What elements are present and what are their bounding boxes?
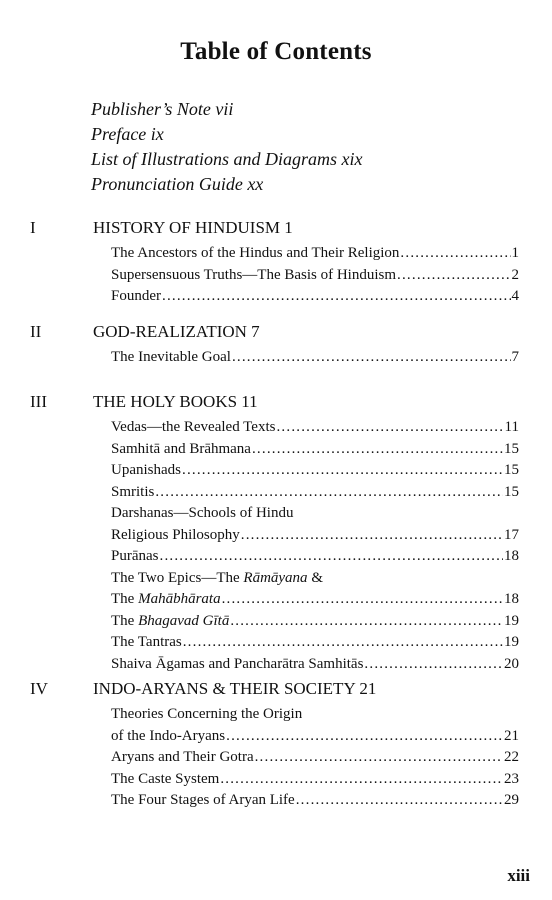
dot-leader: [230, 611, 503, 633]
dot-leader: [162, 286, 511, 308]
toc-entry: [111, 265, 519, 287]
dot-leader: [276, 417, 503, 439]
entry-page: 18: [504, 591, 519, 607]
entry-page: 21: [504, 727, 519, 744]
toc-entry: [111, 726, 519, 748]
entry-title: Supersensuous Truths—The Basis of Hinduism: [111, 266, 397, 283]
front-matter-item: Pronunciation Guide xx: [91, 174, 264, 194]
chapter-heading: HISTORY OF HINDUISM 1: [93, 218, 293, 237]
entry-title: The Tantras: [111, 634, 182, 650]
entry-page: 15: [504, 483, 519, 500]
toc-entry: [111, 243, 519, 265]
toc-entry: [111, 347, 519, 369]
entry-page: 7: [511, 349, 519, 365]
chapter-numeral: II: [30, 322, 42, 341]
entry-page: 15: [504, 462, 519, 478]
front-matter-item: List of Illustrations and Diagrams xix: [91, 149, 363, 169]
dot-leader: [255, 747, 503, 769]
chapter-heading: THE HOLY BOOKS 11: [93, 392, 258, 411]
toc-entry: [111, 286, 519, 308]
dot-leader: [296, 790, 503, 812]
chapter-heading: GOD-REALIZATION 7: [93, 322, 260, 341]
entry-title: Aryans and Their Gotra: [111, 749, 254, 765]
toc-entry: [111, 568, 519, 590]
dot-leader: [222, 589, 503, 611]
page-title: Table of Contents: [180, 38, 372, 65]
entry-title: Vedas—the Revealed Texts: [111, 419, 276, 435]
front-matter-item: Preface ix: [91, 124, 164, 144]
toc-entry: [111, 503, 519, 525]
dot-leader: [160, 546, 504, 568]
chapter-entries: [111, 347, 519, 369]
dot-leader: [226, 726, 503, 748]
entry-title: The Mahābhārata: [111, 591, 221, 607]
entry-page: 19: [504, 612, 519, 629]
chapter-heading: INDO-ARYANS & THEIR SOCIETY 21: [93, 679, 377, 698]
entry-page: 4: [511, 288, 519, 304]
dot-leader: [155, 482, 503, 504]
chapter-entries: [111, 704, 519, 812]
entry-title: Theories Concerning the Origin: [111, 706, 303, 722]
entry-title: The Caste System: [111, 770, 220, 787]
chapter-entries: [111, 243, 519, 308]
entry-title: Smritis: [111, 483, 155, 500]
toc-entry: [111, 439, 519, 461]
entry-title: Founder: [111, 288, 161, 304]
toc-entry: [111, 632, 519, 654]
chapter-numeral: III: [30, 392, 47, 411]
entry-page: 18: [504, 548, 519, 564]
entry-title: Samhitā and Brāhmana: [111, 440, 251, 457]
dot-leader: [232, 347, 511, 369]
entry-title-italic: Mahābhārata: [138, 591, 221, 607]
front-matter-item: Publisher’s Note vii: [91, 99, 234, 119]
toc-entry: [111, 589, 519, 611]
entry-title: The Four Stages of Aryan Life: [111, 792, 295, 808]
dot-leader: [252, 439, 503, 461]
entry-page: 29: [504, 792, 519, 808]
dot-leader: [397, 265, 510, 287]
entry-title: The Two Epics—The Rāmāyana &: [111, 569, 323, 586]
entry-page: 2: [511, 266, 519, 283]
entry-page: 19: [504, 634, 519, 650]
entry-title: Shaiva Āgamas and Pancharātra Samhitās: [111, 655, 364, 672]
dot-leader: [182, 460, 503, 482]
toc-entry: [111, 769, 519, 791]
entry-title-italic: Bhagavad Gītā: [138, 612, 230, 629]
front-matter-list: [91, 97, 363, 197]
toc-entry: [111, 417, 519, 439]
toc-entry: [111, 482, 519, 504]
entry-title: Purānas: [111, 548, 159, 564]
page-number: xiii: [507, 866, 530, 885]
entry-title: Darshanas—Schools of Hindu: [111, 505, 294, 521]
dot-leader: [241, 525, 503, 547]
entry-title: Upanishads: [111, 462, 181, 478]
toc-entry: [111, 790, 519, 812]
toc-entry: [111, 525, 519, 547]
entry-page: 11: [504, 419, 519, 435]
entry-page: 20: [504, 655, 519, 672]
dot-leader: [183, 632, 503, 654]
toc-entry: [111, 704, 519, 726]
toc-entry: [111, 747, 519, 769]
toc-entry: [111, 460, 519, 482]
entry-page: 15: [504, 440, 519, 457]
entry-page: 23: [504, 770, 519, 787]
toc-entry: [111, 546, 519, 568]
entry-title: of the Indo-Aryans: [111, 727, 226, 744]
entry-page: 17: [504, 526, 519, 543]
chapter-numeral: I: [30, 218, 36, 237]
toc-entry: [111, 654, 519, 676]
chapter-entries: [111, 417, 519, 675]
dot-leader: [400, 243, 510, 265]
dot-leader: [364, 654, 503, 676]
entry-page: 1: [511, 245, 519, 261]
entry-title-italic: Rāmāyana: [243, 569, 308, 586]
toc-entry: [111, 611, 519, 633]
entry-title: Religious Philosophy: [111, 526, 240, 543]
entry-title: The Ancestors of the Hindus and Their Religion: [111, 245, 400, 261]
entry-page: 22: [504, 749, 519, 765]
dot-leader: [220, 769, 503, 791]
chapter-numeral: IV: [30, 679, 48, 698]
entry-title: The Inevitable Goal: [111, 349, 231, 365]
entry-title: The Bhagavad Gītā: [111, 612, 230, 629]
